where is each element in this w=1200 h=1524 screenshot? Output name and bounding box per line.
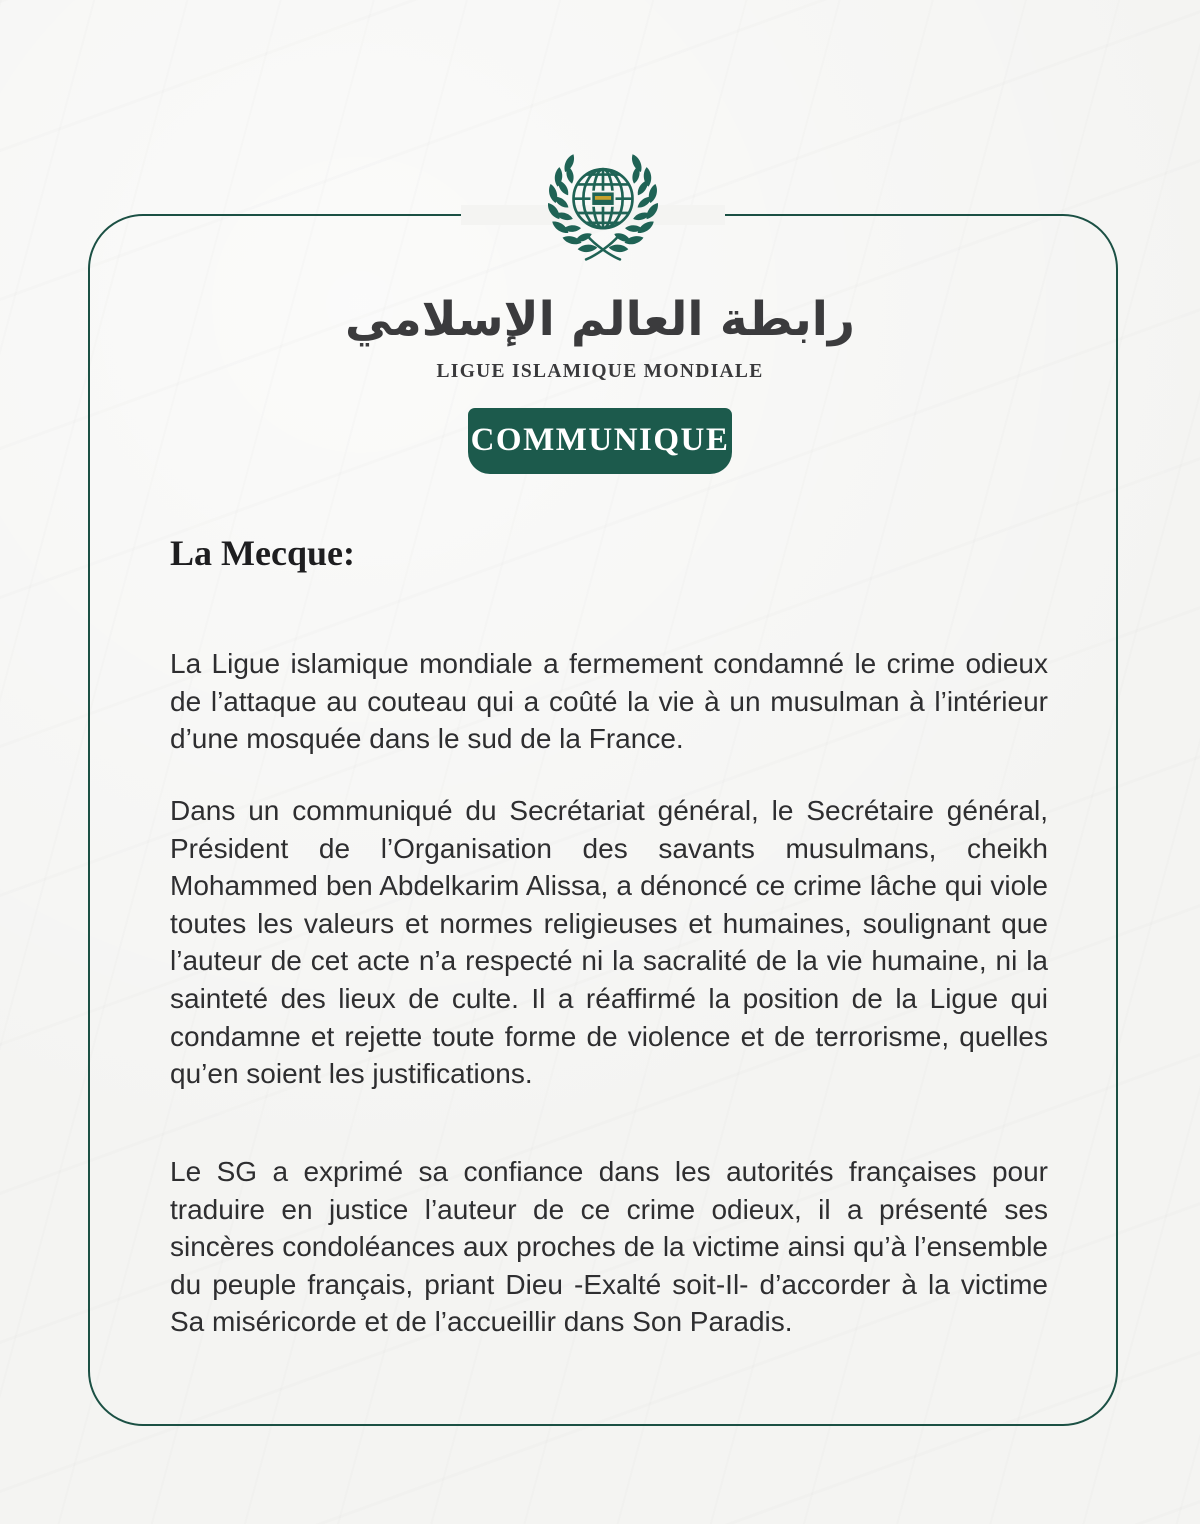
body-paragraph-2: Dans un communiqué du Secrétariat général, le Secrétaire général, Président de l’Organisation des savants musulmans, cheikh Mohammed ben Abdelkarim Alissa, a dénoncé ce crime lâche qui viole toutes les valeurs et normes religieuses et humaines, soulignant que l’auteur de cet acte n’a respecté ni la sacralité de la vie humaine, ni la sainteté des lieux de culte. Il a réaffirmé la position de la Ligue qui condamne et rejette toute forme de violence et de terrorisme, quelles qu’en soient les justifications. xyxy=(170,795,1048,1090)
communique-banner xyxy=(468,408,732,474)
org-name-fr: LIGUE ISLAMIQUE MONDIALE xyxy=(436,361,764,382)
body-paragraph-3: Le SG a exprimé sa confiance dans les autorités françaises pour traduire en justice l’auteur de ce crime odieux, il a présenté ses sincères condoléances aux proches de la victime ainsi qu’à l’ensemble du peuple français, priant Dieu -Exalté soit-Il- d’accorder à la victime Sa miséricorde et de l’accueillir dans Son Paradis. xyxy=(170,1156,1048,1338)
banner-label: COMMUNIQUE xyxy=(470,422,730,458)
mwl-globe-laurel-emblem-icon xyxy=(536,150,670,276)
body-paragraph-1: La Ligue islamique mondiale a fermement condamné le crime odieux de l’attaque au couteau qui a coûté la vie à un musulman à l’intérieur d’une mosquée dans le sud de la France. xyxy=(170,648,1048,755)
arabic-org-name: رابطة العالم الإسلامي xyxy=(345,292,855,347)
dateline-heading: La Mecque: xyxy=(170,533,355,573)
